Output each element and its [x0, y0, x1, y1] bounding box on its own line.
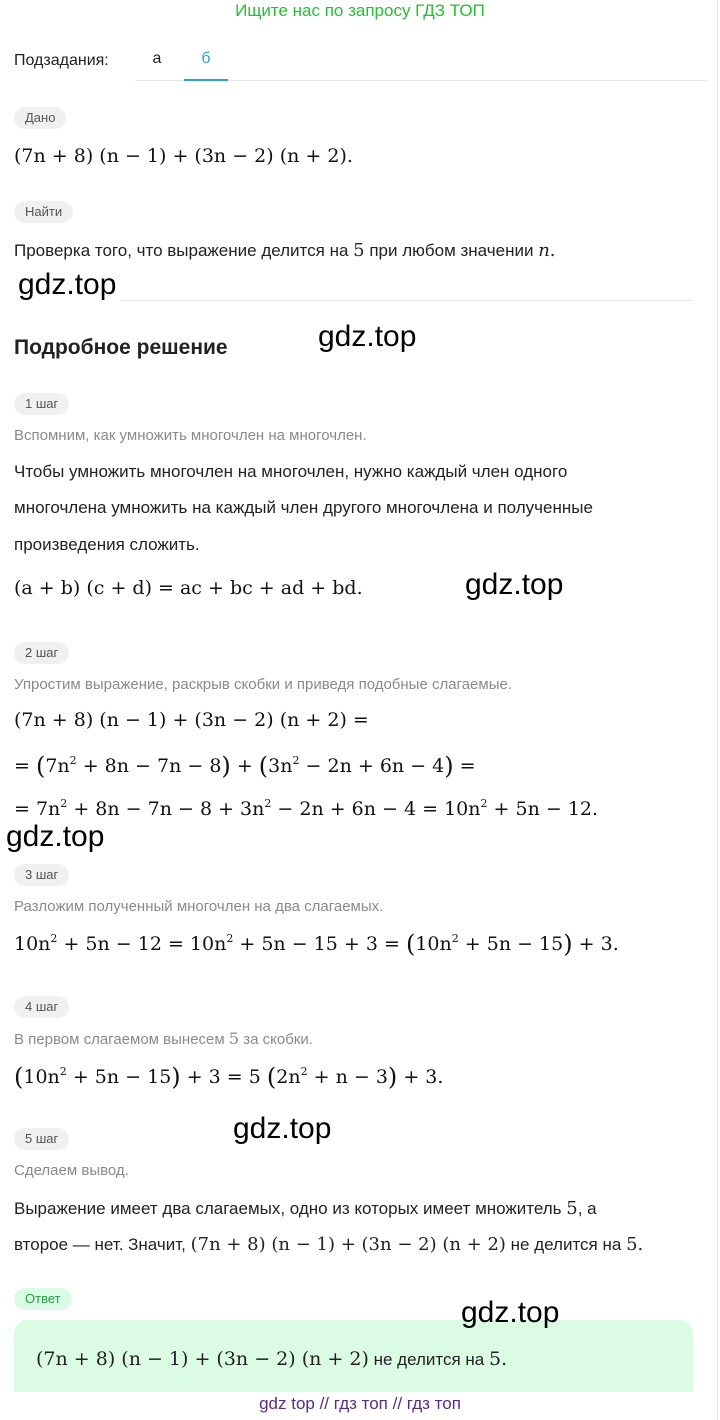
paren-open: (: [35, 752, 46, 780]
step-3-part-d: 10n: [415, 933, 452, 955]
step-4-part-c: + 3 = 5: [180, 1066, 267, 1088]
footer-links[interactable]: gdz top // гдз топ // гдз топ: [259, 1394, 461, 1413]
step-5-line-1-number: 5: [566, 1198, 578, 1219]
step-4-hint-text-b: за скобки.: [243, 1031, 313, 1048]
section-divider: [120, 300, 692, 301]
subtasks-label: Подзадания:: [14, 52, 109, 69]
step-2-line-2-part-c: + 8n − 7n − 8: [76, 755, 222, 777]
subtasks-bar: [14, 46, 694, 82]
step-5-line-2-number: 5.: [626, 1234, 644, 1255]
tab-b-active[interactable]: б: [184, 50, 228, 80]
step-1-hint: Вспомним, как умножить многочлен на многочлен.: [14, 427, 367, 444]
answer-number: 5.: [489, 1348, 508, 1370]
exponent: 2: [264, 797, 272, 810]
answer-expression: (7n + 8) (n − 1) + (3n − 2) (n + 2): [36, 1348, 369, 1370]
step-2-line-3-part-a: = 7n: [14, 798, 61, 820]
step-4-part-f: + 3.: [397, 1066, 444, 1088]
exponent: 2: [480, 797, 488, 810]
find-text-before: Проверка того, что выражение делится на: [14, 241, 349, 260]
tab-a[interactable]: а: [152, 50, 162, 67]
paren-open: (: [266, 1063, 277, 1091]
step-1-line-2: многочлена умножить на каждый член другого многочлена и полученные: [14, 498, 593, 517]
watermark-2: gdz.top: [318, 320, 417, 353]
step-3-pill: 3 шаг: [14, 864, 69, 886]
step-4-part-a: 10n: [23, 1066, 60, 1088]
step-2-line-2-part-b: 7n: [45, 755, 70, 777]
step-2-line-1: (7n + 8) (n − 1) + (3n − 2) (n + 2) =: [14, 709, 369, 731]
paren-close: ): [387, 1063, 398, 1091]
find-text-after: при любом значении: [369, 241, 534, 260]
find-variable: n.: [538, 240, 556, 261]
find-statement: [14, 240, 556, 261]
step-4-part-b: + 5n − 15: [66, 1066, 172, 1088]
exponent: 2: [50, 932, 58, 945]
exponent: 2: [60, 797, 68, 810]
step-2-line-2-part-g: =: [453, 755, 476, 777]
watermark-5: gdz.top: [233, 1112, 332, 1145]
subtasks-tabs: [135, 46, 707, 81]
watermark-4: gdz.top: [6, 820, 105, 853]
step-3-part-c: + 5n − 15 + 3 =: [233, 933, 406, 955]
step-1-formula: (a + b) (c + d) = ac + bc + ad + bd.: [14, 577, 363, 599]
paren-close: ): [563, 930, 573, 958]
step-4-formula: [14, 1063, 443, 1091]
step-2-line-2-part-f: − 2n + 6n − 4: [299, 755, 445, 777]
step-3-part-b: + 5n − 12 = 10n: [57, 933, 227, 955]
answer-box: [14, 1320, 693, 1392]
answer-pill: Ответ: [14, 1288, 72, 1310]
exponent: 2: [69, 754, 77, 767]
page-right-border: [717, 0, 718, 1420]
watermark-3: gdz.top: [465, 568, 564, 601]
step-2-line-2: [14, 752, 476, 780]
watermark-1: gdz.top: [18, 268, 117, 301]
step-2-line-2-part-a: =: [14, 755, 36, 777]
top-banner[interactable]: Ищите нас по запросу ГДЗ ТОП: [235, 1, 485, 20]
paren-close: ): [221, 752, 231, 780]
step-2-pill: 2 шаг: [14, 642, 69, 664]
paren-close: ): [444, 752, 454, 780]
paren-open: (: [258, 752, 269, 780]
exponent: 2: [300, 1065, 308, 1078]
step-3-part-a: 10n: [14, 933, 51, 955]
step-2-line-3-part-c: − 2n + 6n − 4 = 10n: [271, 798, 481, 820]
given-expression: (7n + 8) (n − 1) + (3n − 2) (n + 2).: [14, 145, 353, 167]
find-pill: Найти: [14, 201, 73, 223]
paren-open: (: [14, 1063, 24, 1091]
exponent: 2: [59, 1065, 67, 1078]
step-5-line-2-text: второе — нет. Значит,: [14, 1235, 186, 1254]
step-2-line-2-part-e: 3n: [268, 755, 293, 777]
step-5-line-2: [14, 1234, 643, 1255]
answer-text: не делится на: [373, 1350, 485, 1369]
step-3-formula: [14, 930, 619, 958]
watermark-6: gdz.top: [461, 1296, 560, 1329]
step-4-hint: [14, 1029, 313, 1048]
find-number: 5: [353, 240, 365, 261]
step-5-line-2-expression: (7n + 8) (n − 1) + (3n − 2) (n + 2): [190, 1234, 506, 1255]
step-1-pill: 1 шаг: [14, 393, 69, 415]
step-3-hint: Разложим полученный многочлен на два слагаемых.: [14, 898, 384, 915]
exponent: 2: [451, 932, 459, 945]
step-4-hint-number: 5: [228, 1029, 240, 1048]
solution-title: Подробное решение: [14, 336, 228, 359]
answer-content: [36, 1348, 507, 1370]
step-3-part-f: + 3.: [572, 933, 619, 955]
step-5-line-2-tail: не делится на: [510, 1235, 622, 1254]
step-2-line-2-part-d: +: [230, 755, 259, 777]
step-4-part-d: 2n: [276, 1066, 301, 1088]
step-2-line-3: [14, 798, 598, 820]
step-4-pill: 4 шаг: [14, 996, 69, 1018]
exponent: 2: [226, 932, 234, 945]
step-1-line-3: произведения сложить.: [14, 535, 200, 554]
step-2-hint: Упростим выражение, раскрыв скобки и приведя подобные слагаемые.: [14, 676, 512, 693]
step-2-line-3-part-d: + 5n − 12.: [487, 798, 599, 820]
step-5-pill: 5 шаг: [14, 1128, 69, 1150]
exponent: 2: [292, 754, 300, 767]
step-3-part-e: + 5n − 15: [458, 933, 564, 955]
step-4-part-e: + n − 3: [307, 1066, 388, 1088]
step-1-line-1: Чтобы умножить многочлен на многочлен, нужно каждый член одного: [14, 462, 568, 481]
step-5-line-1-text: Выражение имеет два слагаемых, одно из которых имеет множитель: [14, 1199, 562, 1218]
step-5-line-1: [14, 1198, 597, 1219]
paren-close: ): [171, 1063, 181, 1091]
step-4-hint-text-a: В первом слагаемом вынесем: [14, 1031, 225, 1048]
step-2-line-3-part-b: + 8n − 7n − 8 + 3n: [67, 798, 265, 820]
given-pill: Дано: [14, 107, 66, 129]
paren-open: (: [405, 930, 416, 958]
step-5-hint: Сделаем вывод.: [14, 1162, 129, 1179]
step-5-line-1-tail: , а: [577, 1199, 597, 1218]
